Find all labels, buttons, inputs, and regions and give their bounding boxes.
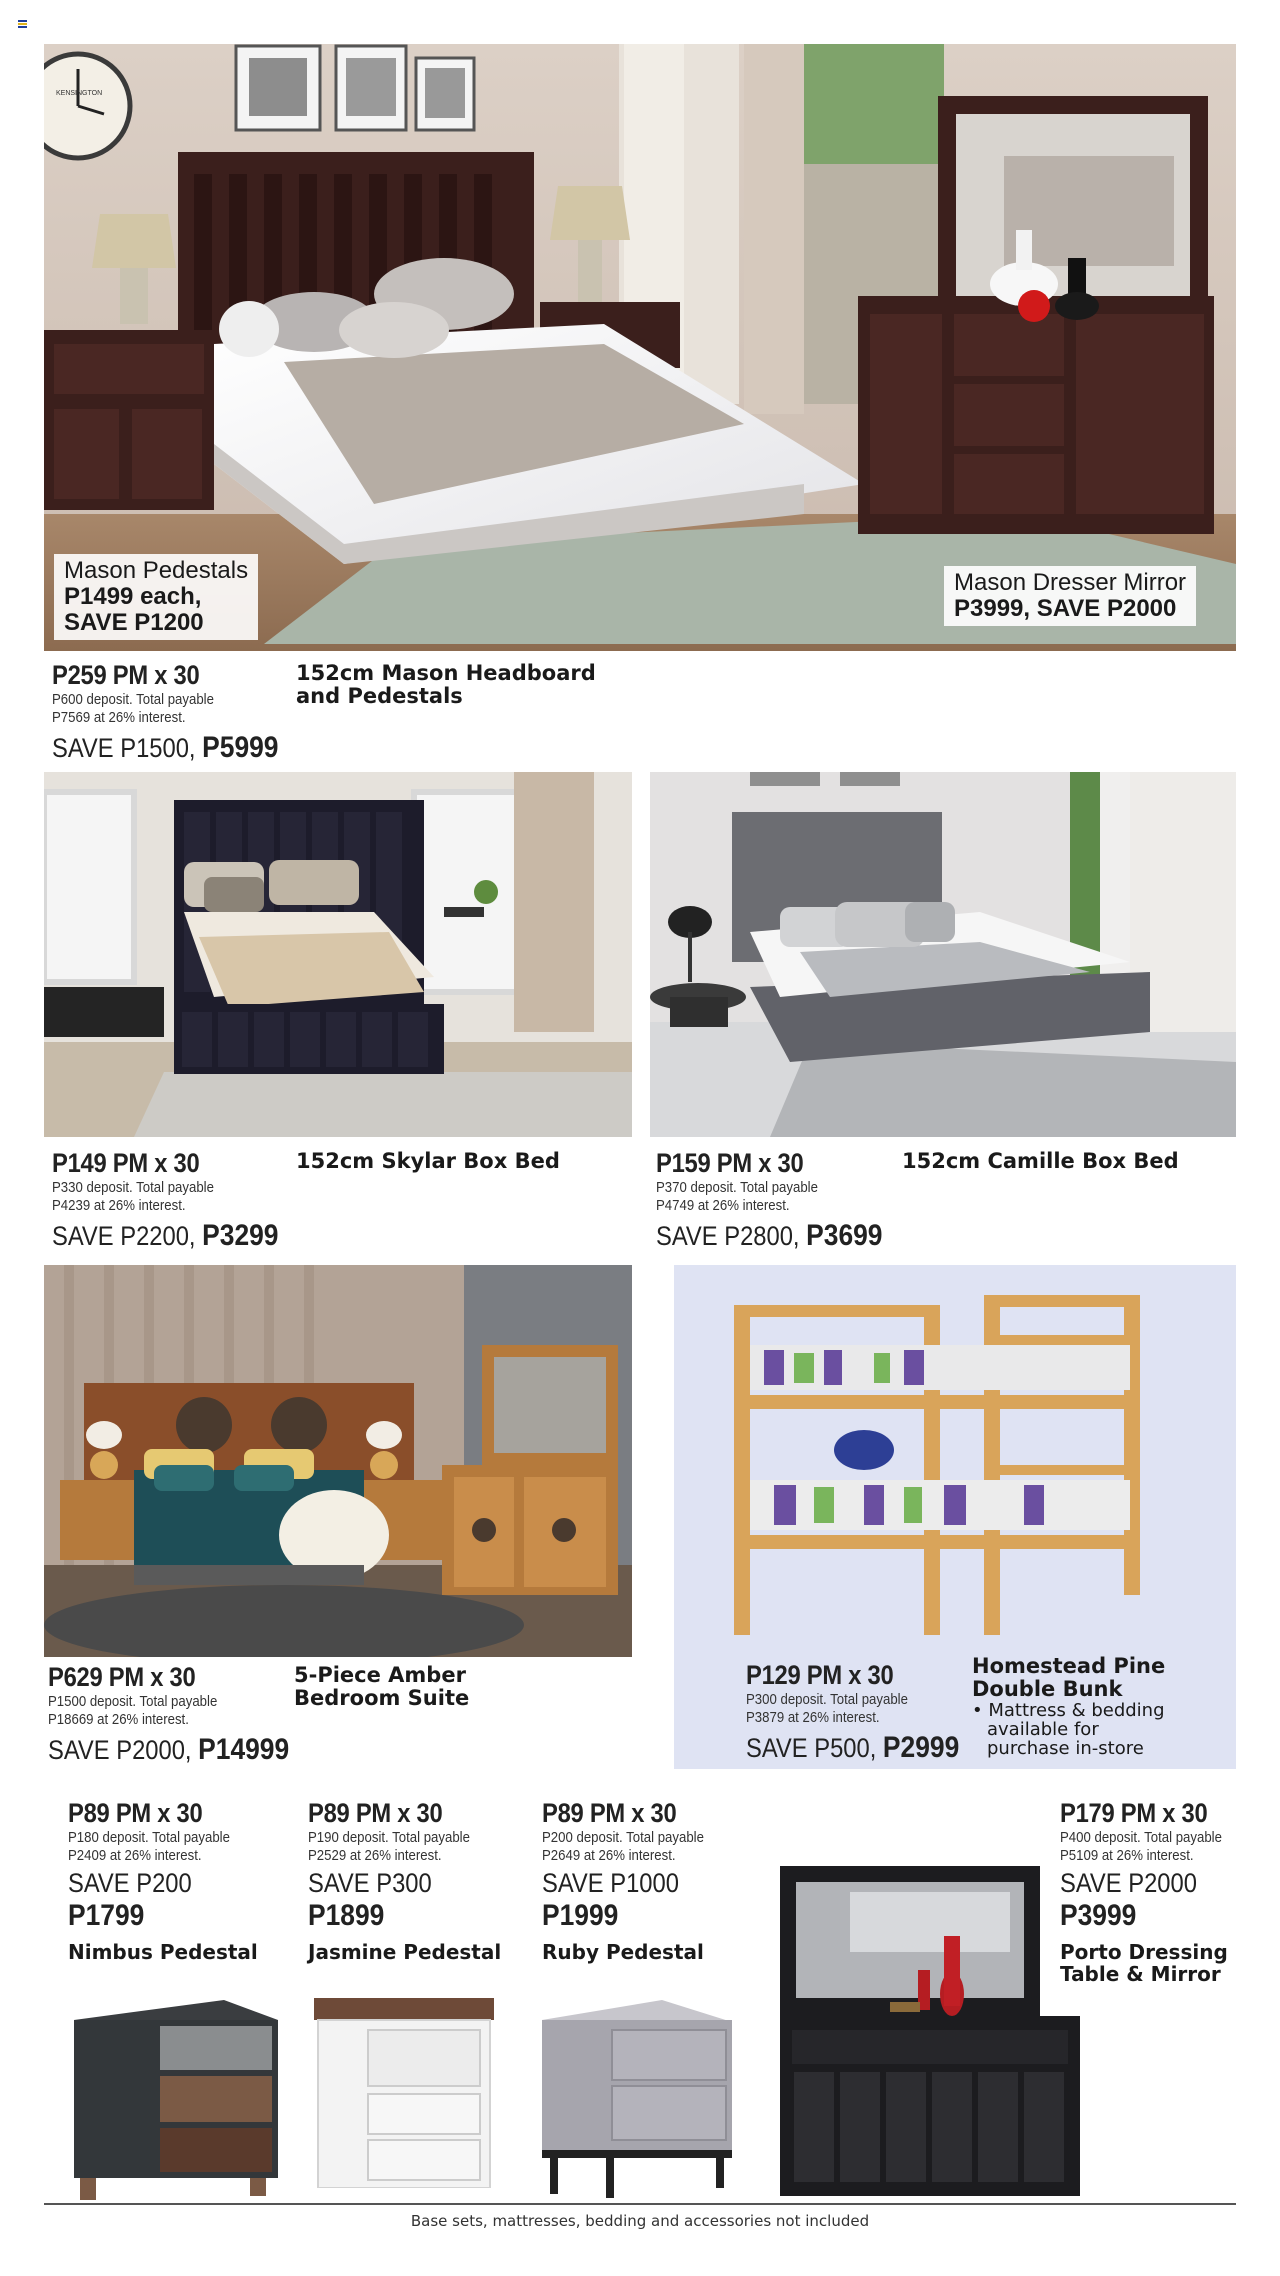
save-text: SAVE P2000 [1060,1868,1197,1898]
monthly-price: P149 PM x 30 [52,1148,200,1178]
cash-price: P1799 [68,1899,145,1932]
interest-text: P4749 at 26% interest. [656,1197,790,1214]
interest-text: P2409 at 26% interest. [68,1847,202,1864]
homestead-bunk-panel [674,1265,1236,1769]
interest-text: P2529 at 26% interest. [308,1847,442,1864]
interest-text: P3879 at 26% interest. [746,1709,880,1726]
mason-bedroom-photo [44,44,1236,651]
save-text: SAVE P2800, [656,1221,800,1251]
save-price [656,1219,882,1253]
pedestal-label-price: P1499 each, [64,583,202,610]
skylar-title: 152cm Skylar Box Bed [296,1149,560,1173]
interest-text: P5109 at 26% interest. [1060,1847,1194,1864]
amber-suite-photo [44,1265,632,1657]
deposit-text: P370 deposit. Total payable [656,1179,818,1196]
save-text: SAVE P500, [746,1733,877,1763]
cash-price: P14999 [198,1733,290,1766]
save-price [746,1731,959,1765]
deposit-text: P400 deposit. Total payable [1060,1829,1222,1846]
interest-text: P2649 at 26% interest. [542,1847,676,1864]
deposit-text: P180 deposit. Total payable [68,1829,230,1846]
cash-price: P3299 [202,1219,279,1252]
save-text: SAVE P2000, [48,1735,192,1765]
save-text: SAVE P1000 [542,1868,679,1898]
save-text: SAVE P1500, [52,733,196,763]
deposit-text: P190 deposit. Total payable [308,1829,470,1846]
pedestal-label-line: Mason Pedestals [64,557,249,584]
monthly-price: P89 PM x 30 [542,1798,677,1828]
porto-dressing-table-image [780,1866,1080,2196]
title-line: Porto Dressing [1060,1940,1228,1964]
mason-pedestal-price-label [54,554,258,640]
bullet-line: • Mattress & bedding [972,1700,1165,1721]
cash-price: P1899 [308,1899,385,1932]
product-title: Ruby Pedestal [542,1940,704,1964]
title-line: 5-Piece Amber [294,1663,466,1687]
mason-mirror-price-label [944,566,1196,626]
title-line: Table & Mirror [1060,1962,1221,1986]
camille-price-block [656,1148,913,1253]
product-title: Nimbus Pedestal [68,1940,258,1964]
mason-price-block [52,660,309,765]
title-line: and Pedestals [296,684,463,708]
monthly-price: P129 PM x 30 [746,1660,894,1690]
amber-price-block [48,1662,322,1767]
bullet-line: purchase in-store [987,1738,1144,1759]
monthly-price: P629 PM x 30 [48,1662,196,1692]
footer-divider [44,2203,1236,2205]
deposit-text: P330 deposit. Total payable [52,1179,214,1196]
deposit-text: P300 deposit. Total payable [746,1691,908,1708]
save-price [52,731,278,765]
pedestal-label-save: SAVE P1200 [64,609,204,636]
homestead-title [972,1655,1165,1758]
deposit-text: P200 deposit. Total payable [542,1829,704,1846]
save-price [48,1733,289,1767]
mirror-label-price: P3999, SAVE P2000 [954,595,1177,622]
monthly-price: P159 PM x 30 [656,1148,804,1178]
nimbus-price-block [68,1798,258,1963]
save-price [52,1219,278,1253]
cash-price: P3999 [1060,1899,1137,1932]
title-line: Homestead Pine [972,1654,1166,1678]
cash-price: P3699 [806,1219,883,1252]
camille-title: 152cm Camille Box Bed [902,1149,1179,1173]
save-text: SAVE P200 [68,1868,192,1898]
ruby-price-block [542,1798,726,1963]
porto-price-block [1060,1798,1244,1985]
jasmine-price-block [308,1798,501,1963]
interest-text: P4239 at 26% interest. [52,1197,186,1214]
product-title: Jasmine Pedestal [308,1940,502,1964]
monthly-price: P89 PM x 30 [308,1798,443,1828]
interest-text: P18669 at 26% interest. [48,1711,189,1728]
homestead-price-block [746,1660,988,1765]
monthly-price: P89 PM x 30 [68,1798,203,1828]
deposit-text: P1500 deposit. Total payable [48,1693,218,1710]
mirror-label-line: Mason Dresser Mirror [954,569,1187,596]
interest-text: P7569 at 26% interest. [52,709,186,726]
nimbus-pedestal-image [74,2000,278,2200]
cash-price: P1999 [542,1899,619,1932]
camille-bed-photo [650,772,1236,1137]
product-title [1060,1941,1244,1985]
amber-title [294,1664,469,1710]
mason-title [296,662,596,708]
monthly-price: P179 PM x 30 [1060,1798,1208,1828]
cash-price: P5999 [202,731,279,764]
bullet-line: available for [987,1719,1099,1740]
skylar-price-block [52,1148,309,1253]
title-line: 152cm Mason Headboard [296,661,596,685]
deposit-text: P600 deposit. Total payable [52,691,214,708]
title-line: Bedroom Suite [294,1686,470,1710]
clock-text: KENSINGTON [56,90,103,97]
footer-disclaimer: Base sets, mattresses, bedding and accessories not included [410,2212,870,2230]
jasmine-pedestal-image [314,1998,494,2188]
cash-price: P2999 [882,1731,960,1764]
title-line: Double Bunk [972,1677,1123,1701]
skylar-bed-photo [44,772,632,1137]
ruby-pedestal-image [542,2000,732,2200]
save-text: SAVE P2200, [52,1221,196,1251]
monthly-price: P259 PM x 30 [52,660,200,690]
save-text: SAVE P300 [308,1868,432,1898]
corner-mark [18,20,27,27]
